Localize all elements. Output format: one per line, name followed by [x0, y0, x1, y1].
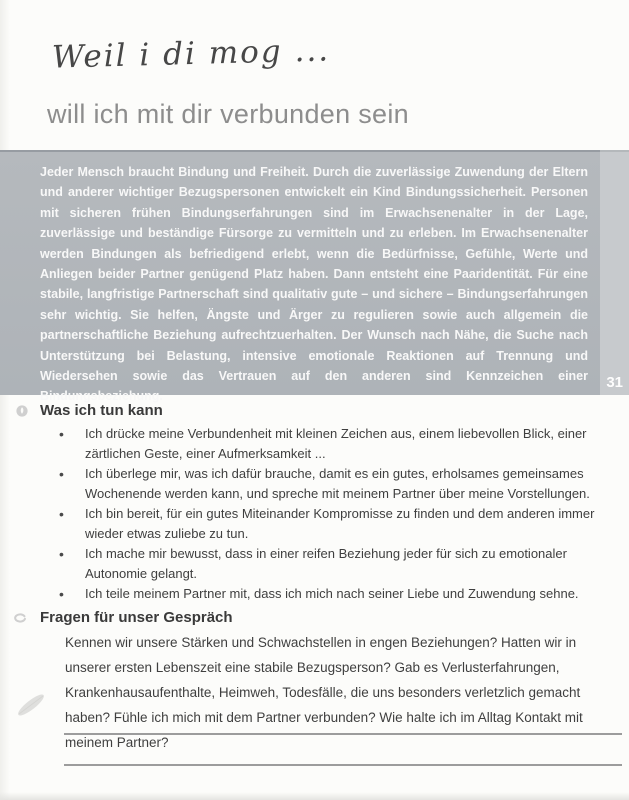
- questions-paragraph: Kennen wir unsere Stärken und Schwachstellen in engen Beziehungen? Hatten wir in unserer ersten Lebenszeit eine stabile Bezugsperson? Gab es Verlusterfahrungen, Krankenhausaufenthalte, Heimweh, Todesfälle, die uns besonders verletzlich gemacht haben? Fühle ich mich mit dem Partner verbunden? Wie halte ich im Alltag Kontakt mit meinem Partner?: [65, 635, 583, 750]
- bullet-text: Ich überlege mir, was ich dafür brauche, damit es ein gutes, erholsames gemeinsames Wochenende werden kann, und spreche mit meinem Partner über meine Vorstellungen.: [85, 466, 590, 501]
- actions-section-heading: Was ich tun kann: [40, 402, 163, 419]
- writing-line: [64, 764, 622, 766]
- page-number-tab: [600, 150, 629, 395]
- list-item: [57, 464, 607, 504]
- intro-text: Jeder Mensch braucht Bindung und Freiheit. Durch die zuverlässige Zuwendung der Eltern und anderer wichtiger Bezugspersonen entwickelt ein Kind Bindungssicherheit. Personen mit sicheren frühen Bindungserfahrungen sind im Erwachsenenalter in der Lage, zuverlässige und beständige Fürsorge zu vermitteln und zu erleben. Im Erwachsenenalter werden Bindungen als befriedigend erlebt, wenn die Bedürfnisse, Gefühle, Werte und Anliegen beider Partner genügend Platz haben. Dann entsteht eine Paaridentität. Für eine stabile, langfristige Partnerschaft sind qualitativ gute – und sichere – Bindungserfahrungen sehr wichtig. Sie helfen, Ängste und Ärger zu regulieren sowie auch allgemein die partnerschaftliche Beziehung aufrechtzuerhalten. Der Wunsch nach Nähe, die Suche nach Unterstützung bei Belastung, intensive emotionale Reaktionen auf Trennung und Wiedersehen sowie das Vertrauen auf den anderen sind Kennzeichen einer Bindungsbeziehung.: [40, 165, 588, 404]
- bullet-text: Ich teile meinem Partner mit, dass ich mich nach seiner Liebe und Zuwendung sehne.: [85, 586, 579, 601]
- writing-line: [64, 733, 622, 735]
- list-item: [57, 544, 607, 584]
- chapter-subtitle: will ich mit dir verbunden sein: [47, 99, 409, 129]
- page-bottom-edge-shading: [0, 792, 629, 800]
- bud-icon: [13, 611, 27, 625]
- questions-section-heading: Fragen für unser Gespräch: [40, 609, 233, 626]
- bullet-text: Ich drücke meine Verbundenheit mit kleinen Zeichen aus, einem liebevollen Blick, einer zärtlichen Geste, einer Aufmerksamkeit ...: [85, 426, 587, 461]
- page-left-edge-shading: [0, 0, 10, 800]
- bullet-text: Ich bin bereit, für ein gutes Miteinander Kompromisse zu finden und dem anderen immer wieder etwas zuliebe zu tun.: [85, 506, 595, 541]
- bullet-text: Ich mache mir bewusst, dass in einer reifen Beziehung jeder für sich zu emotionaler Autonomie gelangt.: [85, 546, 567, 581]
- intro-text-box: [0, 150, 600, 404]
- actions-bullet-list: [57, 424, 607, 604]
- bud-icon: [15, 404, 29, 418]
- list-item: [57, 584, 607, 604]
- page-number: 31: [606, 374, 623, 391]
- list-item: [57, 504, 607, 544]
- list-item: [57, 424, 607, 464]
- handwritten-chapter-title: Weil i di mog ...: [51, 32, 331, 76]
- feather-icon: [13, 691, 49, 727]
